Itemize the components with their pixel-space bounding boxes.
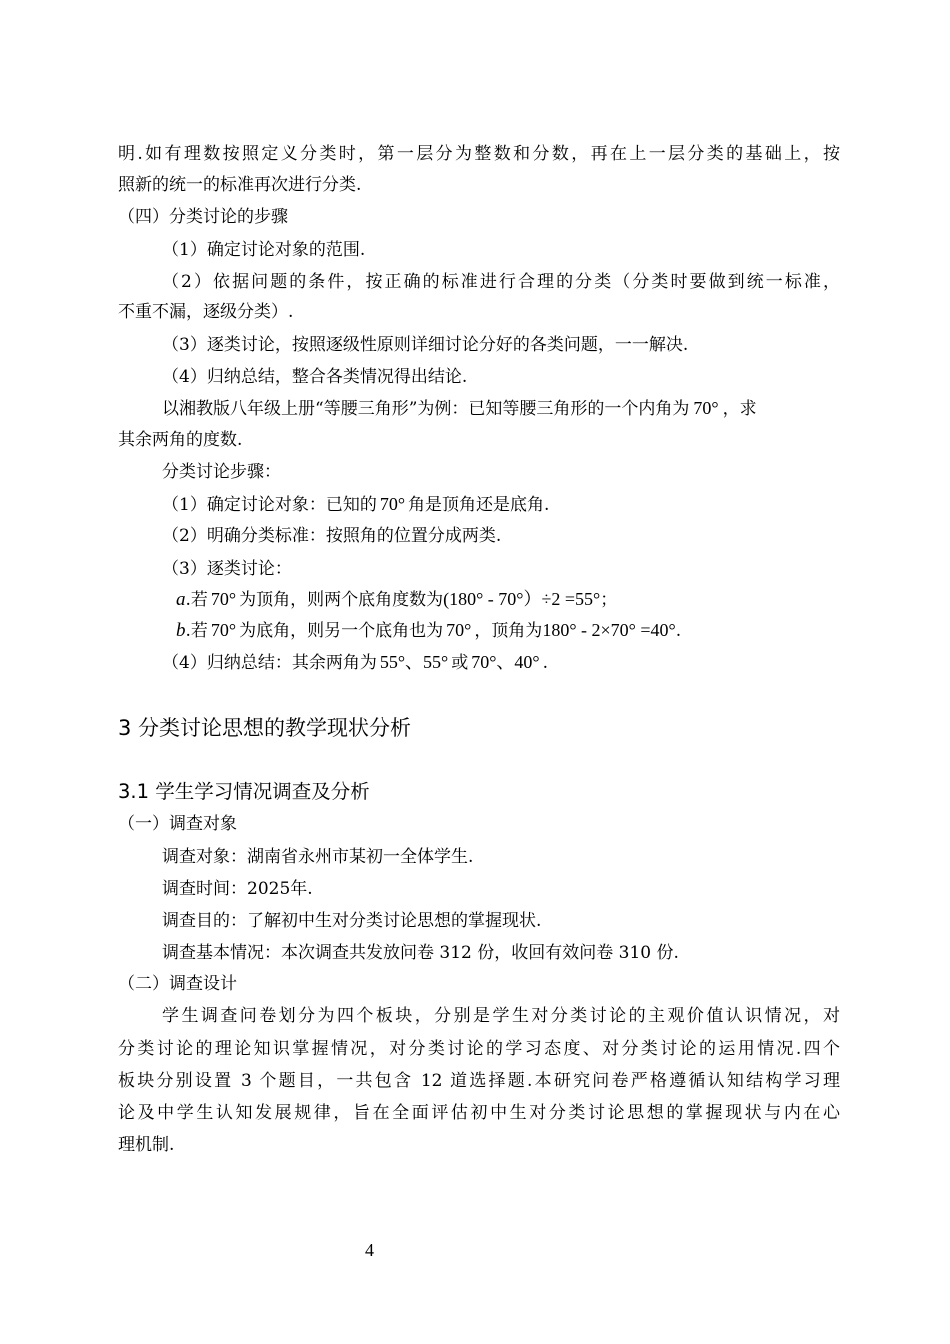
example-step-text: 或 [451, 653, 469, 673]
example-step: （2）明确分类标准：按照角的位置分成两类. [162, 526, 502, 546]
angle-expression: 70° [379, 494, 406, 514]
example-step-text: （4）归纳总结：其余两角为 [162, 653, 377, 673]
paragraph-line: 学生调查问卷划分为四个板块，分别是学生对分类讨论的主观价值认识情况，对 [162, 1006, 840, 1026]
step-item: （3）逐类讨论，按照逐级性原则详细讨论分好的各类问题，一一解决. [162, 335, 689, 355]
step-item-continuation: 不重不漏，逐级分类）. [118, 302, 294, 322]
angle-expression: 70°、40° [471, 652, 540, 672]
math-expression: 180° - 2×70° =40° [542, 620, 676, 640]
case-b [176, 618, 681, 643]
example-step: （3）逐类讨论： [162, 559, 292, 579]
paragraph-line: 论及中学生认知发展规律，旨在全面评估初中生对分类讨论思想的掌握现状与内在心 [118, 1103, 840, 1123]
paragraph-line: 分类讨论的理论知识掌握情况，对分类讨论的学习态度、对分类讨论的运用情况.四个 [118, 1039, 840, 1059]
section-heading: （四）分类讨论的步骤 [118, 207, 288, 227]
survey-line: 调查基本情况：本次调查共发放问卷 312 份，收回有效问卷 310 份. [162, 943, 679, 963]
angle-expression: 55°、55° [379, 652, 449, 672]
example-intro-continuation: 其余两角的度数. [118, 430, 243, 450]
survey-line: 调查目的：了解初中生对分类讨论思想的掌握现状. [162, 911, 542, 931]
example-intro-text: ，求 [722, 399, 757, 419]
example-step [162, 650, 548, 675]
case-letter: b [176, 620, 186, 641]
chapter-heading: 3 分类讨论思想的教学现状分析 [118, 716, 412, 740]
case-text: .若 [185, 590, 208, 610]
case-a [176, 587, 617, 612]
step-item: （1）确定讨论对象的范围. [162, 240, 366, 260]
example-step-text: . [542, 653, 549, 673]
math-expression: (180° - 70°）÷2 =55° [443, 589, 601, 609]
survey-line: 调查时间：2025年. [162, 879, 313, 899]
subsection-heading: （二）调查设计 [118, 974, 237, 994]
case-text: ； [600, 590, 618, 610]
case-text: 为底角，则另一个底角也为 [239, 621, 444, 641]
example-step [162, 492, 549, 517]
subsection-heading: （一）调查对象 [118, 814, 237, 834]
angle-expression: 70° [210, 620, 237, 640]
step-item: （2）依据问题的条件，按正确的标准进行合理的分类（分类时要做到统一标准， [162, 272, 840, 292]
step-item: （4）归纳总结，整合各类情况得出结论. [162, 367, 468, 387]
case-text: 为顶角，则两个底角度数为 [239, 590, 444, 610]
example-step-text: 角是顶角还是底角. [408, 495, 550, 515]
steps-title: 分类讨论步骤： [162, 462, 281, 482]
example-step-text: （1）确定讨论对象：已知的 [162, 495, 377, 515]
angle-expression: 70° [693, 398, 719, 418]
case-text: . [675, 621, 682, 641]
case-letter: a [176, 589, 186, 610]
page-number: 4 [365, 1240, 374, 1260]
survey-line: 调查对象：湖南省永州市某初一全体学生. [162, 847, 474, 867]
example-intro-text: 以湘教版八年级上册“等腰三角形”为例：已知等腰三角形的一个内角为 [162, 399, 690, 419]
case-text: .若 [185, 621, 208, 641]
angle-expression: 70° [210, 589, 237, 609]
paragraph-line: 板块分别设置 3 个题目，一共包含 12 道选择题.本研究问卷严格遵循认知结构学习理 [118, 1071, 840, 1091]
angle-expression: 70° [446, 620, 472, 640]
paragraph-line: 明.如有理数按照定义分类时，第一层分为整数和分数，再在上一层分类的基础上，按 [118, 144, 840, 164]
case-text: ，顶角为 [474, 621, 543, 641]
paragraph-line: 理机制. [118, 1135, 175, 1155]
section-heading: 3.1 学生学习情况调查及分析 [118, 780, 370, 803]
paragraph-line: 照新的统一的标准再次进行分类. [118, 175, 362, 195]
example-intro [162, 396, 757, 421]
